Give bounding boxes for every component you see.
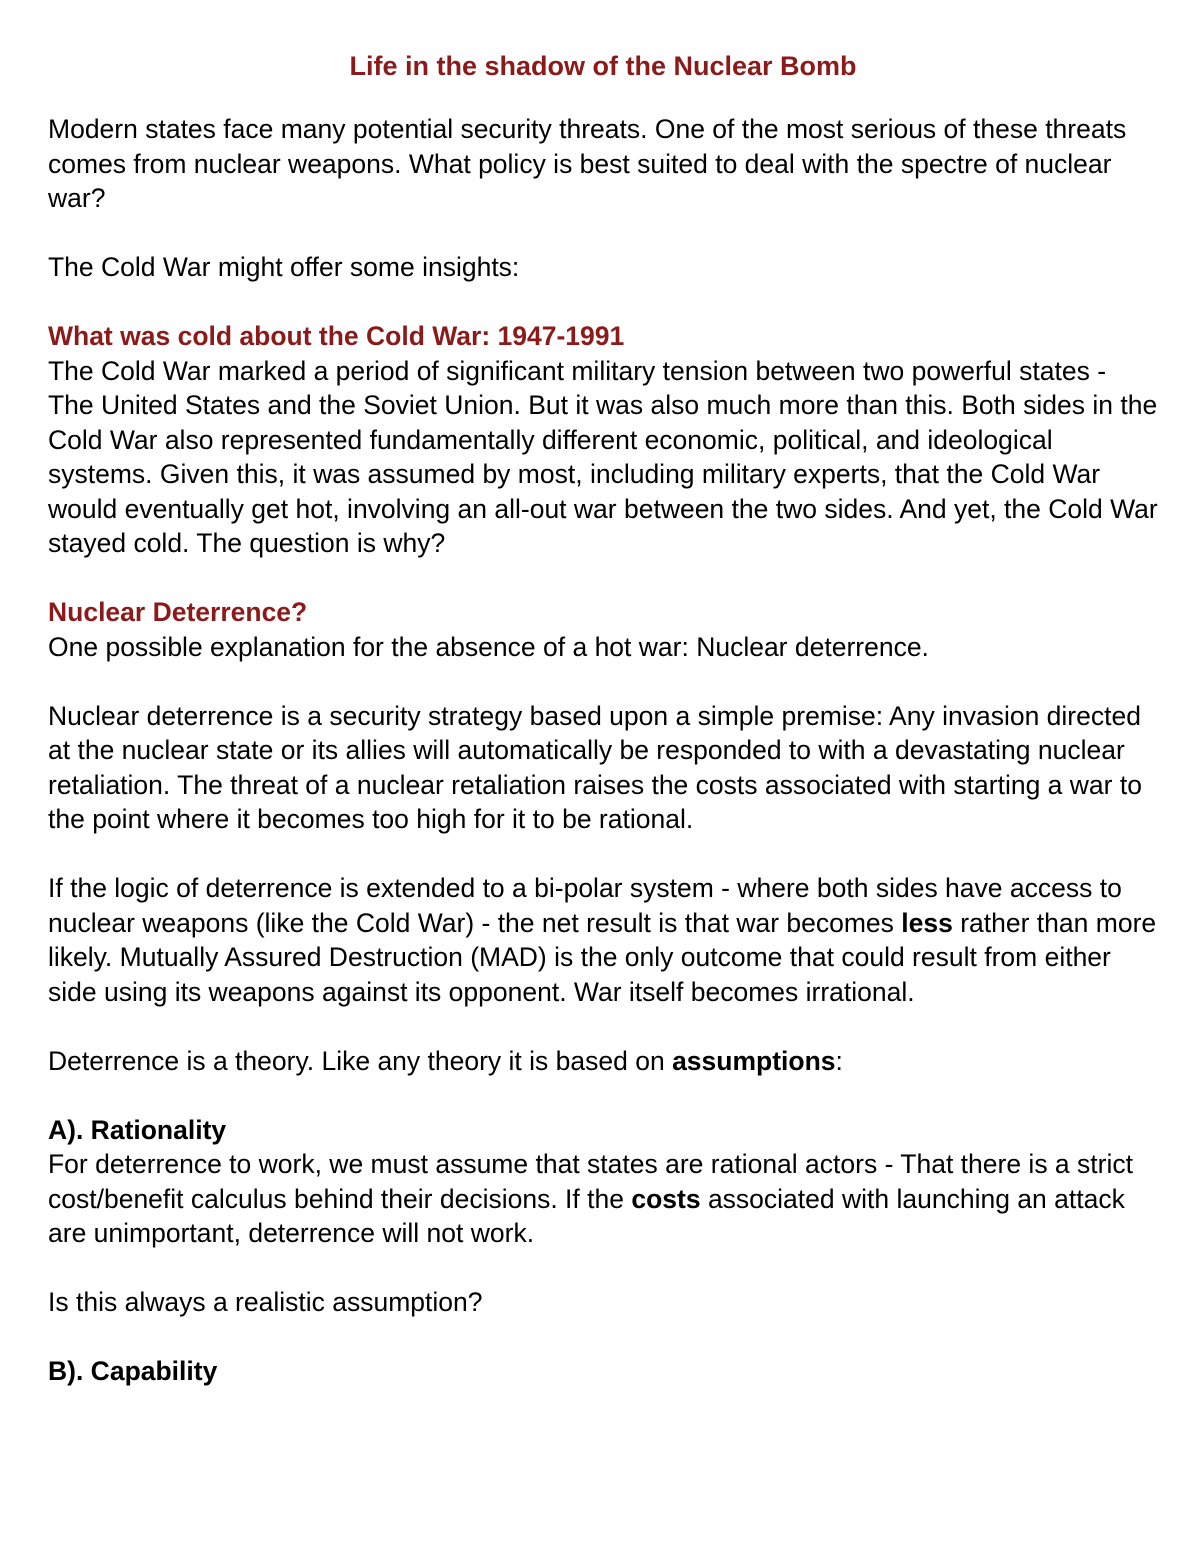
intro-paragraph: Modern states face many potential security threats. One of the most serious of these threats comes from nuclear weapons. What policy is best suited to deal with the spectre of nuclear war? <box>48 114 1127 213</box>
deterrence-definition-paragraph: Nuclear deterrence is a security strategy based upon a simple premise: Any invasion directed at the nuclear state or its allies will automatically be responded to with a devastating nuclear retaliation. The threat of a nuclear retaliation raises the costs associated with starting a war to the point where it becomes too high for it to be rational. <box>48 700 1142 834</box>
section-capability <box>48 1354 1158 1389</box>
section-heading-cold-war: What was cold about the Cold War: 1947-1991 <box>48 321 625 351</box>
rationality-text-2: associated with launching an attack are unimportant, deterrence will not work. <box>48 1183 1125 1248</box>
section-cold-war <box>48 319 1158 561</box>
assumptions-text-1: Deterrence is a theory. Like any theory it is based on <box>48 1045 673 1076</box>
rationality-emphasis: costs <box>631 1183 701 1214</box>
assumptions-paragraph <box>48 1044 1158 1079</box>
section-nuclear-deterrence <box>48 595 1158 664</box>
assumptions-emphasis: assumptions <box>672 1045 836 1076</box>
assumptions-text-2: : <box>835 1045 843 1076</box>
bipolar-text-2: rather than more likely. Mutually Assured Destruction (MAD) is the only outcome that could result from either side using its weapons against its opponent. War itself becomes irrational. <box>48 907 1157 1007</box>
rationality-text-1: For deterrence to work, we must assume that states are rational actors - That there is a strict cost/benefit calculus behind their decisions. If the <box>48 1149 1133 1214</box>
section-body-cold-war: The Cold War marked a period of significant military tension between two powerful states - The United States and the Soviet Union. But it was also much more than this. Both sides in the Cold War also represented fundamentally different economic, political, and ideological systems. Given this, it was assumed by most, including military experts, that the Cold War would eventually get hot, involving an all-out war between the two sides. And yet, the Cold War stayed cold. The question is why? <box>48 355 1158 558</box>
document-page <box>48 44 1158 1423</box>
rationality-question: Is this always a realistic assumption? <box>48 1287 483 1317</box>
intro-paragraph-2: The Cold War might offer some insights: <box>48 252 520 282</box>
document-title: Life in the shadow of the Nuclear Bomb <box>349 51 857 81</box>
section-heading-rationality: A). Rationality <box>48 1114 227 1145</box>
section-heading-capability: B). Capability <box>48 1356 218 1386</box>
section-heading-nuclear-deterrence: Nuclear Deterrence? <box>48 597 308 627</box>
section-rationality <box>48 1113 1158 1251</box>
bipolar-text-1: If the logic of deterrence is extended to a bi-polar system - where both sides have access to nuclear weapons (like the Cold War) - the net result is that war becomes <box>48 873 1122 938</box>
section-body-nuclear-deterrence: One possible explanation for the absence of a hot war: Nuclear deterrence. <box>48 631 929 662</box>
bipolar-paragraph <box>48 871 1158 1009</box>
bipolar-emphasis: less <box>901 907 953 938</box>
